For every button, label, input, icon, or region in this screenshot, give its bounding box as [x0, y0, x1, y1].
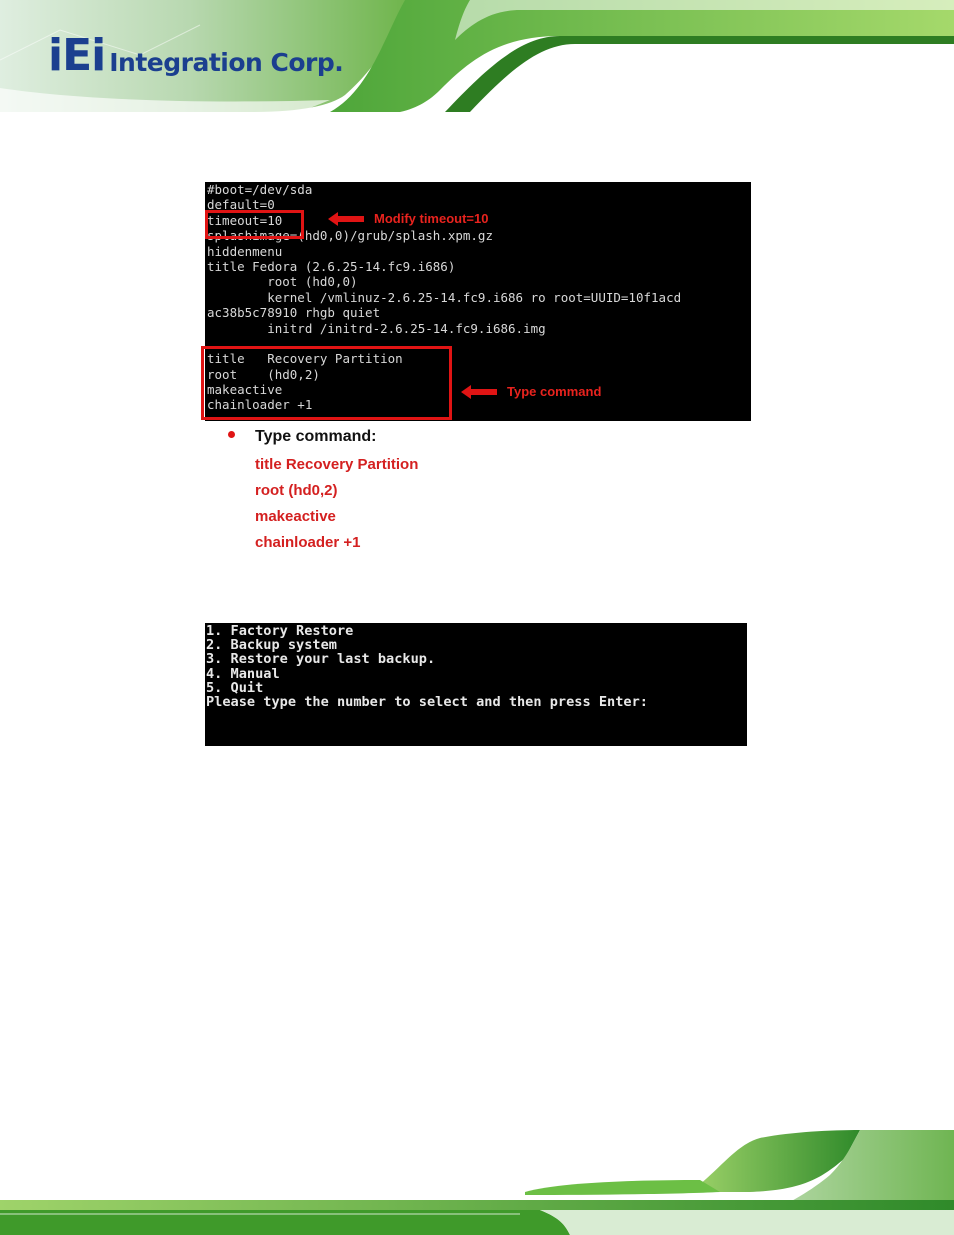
terminal-line: 1. Factory Restore [206, 623, 354, 639]
terminal-line: makeactive [207, 382, 283, 398]
terminal-line: timeout=10 [207, 212, 283, 228]
terminal-line: 5. Quit [206, 679, 264, 696]
command-line: chainloader +1 [255, 534, 361, 551]
command-line: title Recovery Partition [255, 456, 419, 473]
terminal-line: default=0 [207, 197, 275, 213]
timeout-annotation [328, 211, 489, 226]
command-heading: Type command: [255, 428, 377, 445]
recovery-menu-screen [205, 623, 747, 746]
logo-text: Integration Corp. [109, 48, 344, 77]
terminal-line: Please type the number to select and then press Enter: [206, 694, 648, 711]
footer-banner [0, 1130, 954, 1235]
logo-mark: iEi [48, 30, 106, 81]
recovery-menu-lines [205, 624, 747, 709]
terminal-line: initrd /initrd-2.6.25-14.fc9.i686.img [207, 320, 546, 336]
terminal-line: root (hd0,2) [207, 366, 320, 382]
command-annotation-label: Type command [507, 384, 602, 399]
command-line: root (hd0,2) [255, 482, 338, 499]
timeout-annotation-label: Modify timeout=10 [374, 211, 489, 226]
terminal-line: 3. Restore your last backup. [206, 651, 436, 668]
terminal-line: 4. Manual [206, 665, 280, 682]
terminal-line: splashimage=(hd0,0)/grub/splash.xpm.gz [207, 228, 493, 244]
timeout-highlight-box [205, 210, 304, 239]
left-arrow-icon [461, 385, 497, 399]
grub-lines-top [205, 182, 751, 336]
terminal-line: title Fedora (2.6.25-14.fc9.i686) [207, 258, 456, 274]
terminal-line: kernel /vmlinuz-2.6.25-14.fc9.i686 ro root=UUID=10f1acd [207, 289, 682, 305]
terminal-line: #boot=/dev/sda [207, 182, 313, 197]
command-annotation [461, 384, 601, 399]
terminal-line: hiddenmenu [207, 243, 283, 259]
terminal-line: ac38b5c78910 rhgb quiet [207, 305, 381, 321]
terminal-line: root (hd0,0) [207, 274, 358, 290]
company-logo [48, 28, 344, 81]
terminal-line: 2. Backup system [206, 637, 337, 654]
command-line: makeactive [255, 508, 336, 525]
terminal-line: title Recovery Partition [207, 351, 403, 367]
bullet-icon [228, 431, 235, 438]
command-highlight-box [201, 346, 452, 420]
terminal-line: chainloader +1 [207, 397, 313, 413]
left-arrow-icon [328, 212, 364, 226]
